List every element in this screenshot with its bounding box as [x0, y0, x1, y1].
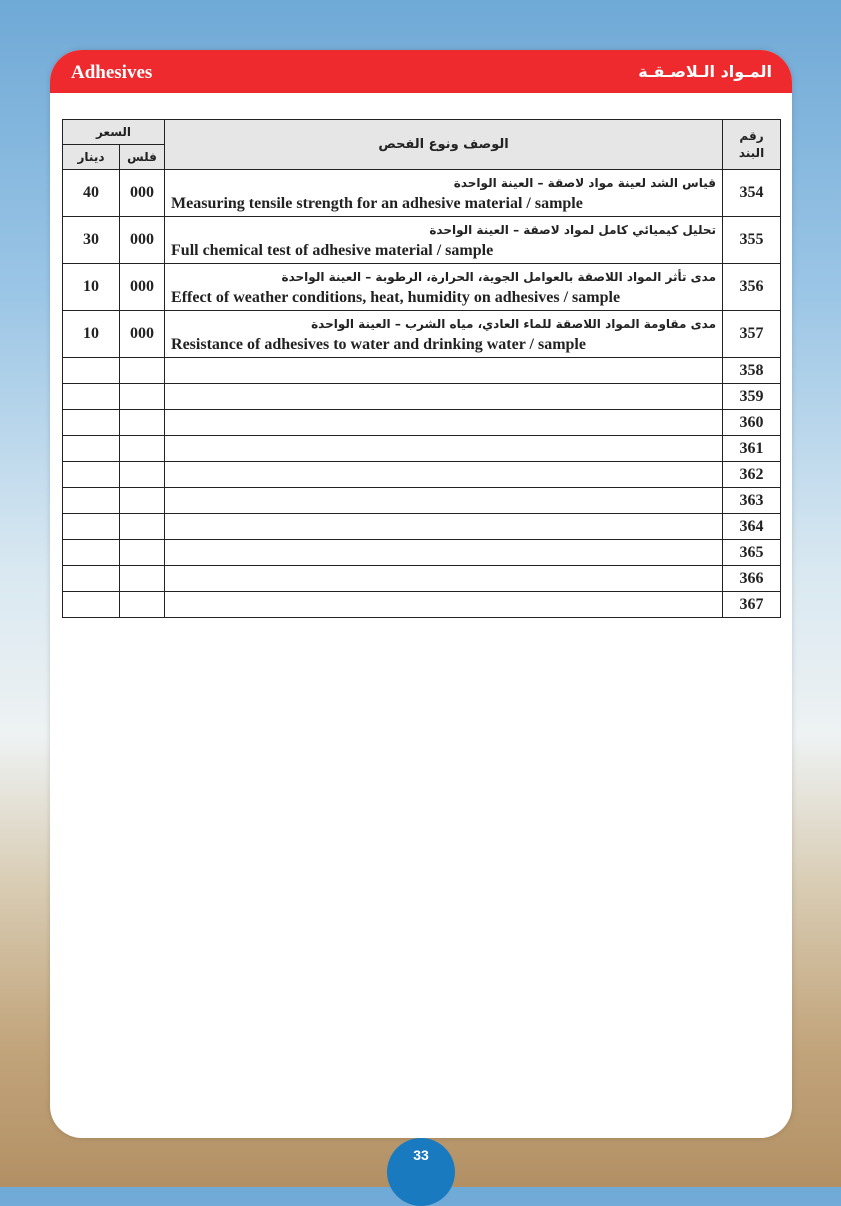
description-en: Effect of weather conditions, heat, humidity on adhesives / sample [171, 288, 621, 306]
description-en: Resistance of adhesives to water and drinking water / sample [171, 335, 586, 353]
table-row [63, 358, 781, 384]
item-number-cell: 364 [723, 514, 781, 540]
fils-cell [120, 540, 165, 566]
fils-cell [120, 410, 165, 436]
dinar-cell [63, 358, 120, 384]
fils-cell: 000 [120, 264, 165, 311]
table-body [63, 170, 781, 618]
description-cell [165, 384, 723, 410]
dinar-header: دينار [63, 145, 120, 170]
fils-cell [120, 358, 165, 384]
fils-cell: 000 [120, 311, 165, 358]
dinar-cell [63, 436, 120, 462]
table-row [63, 566, 781, 592]
description-en: Full chemical test of adhesive material / sample [171, 241, 494, 259]
price-table [62, 119, 781, 618]
fils-cell [120, 384, 165, 410]
dinar-cell [63, 592, 120, 618]
description-en: Measuring tensile strength for an adhesive material / sample [171, 194, 583, 212]
table-row [63, 540, 781, 566]
fils-cell [120, 514, 165, 540]
item-number-cell: 359 [723, 384, 781, 410]
table-row [63, 217, 781, 264]
dinar-cell [63, 488, 120, 514]
dinar-cell: 10 [63, 264, 120, 311]
description-cell [165, 358, 723, 384]
description-cell [165, 514, 723, 540]
item-number-cell: 360 [723, 410, 781, 436]
dinar-cell [63, 384, 120, 410]
description-cell [165, 170, 723, 217]
description-cell [165, 436, 723, 462]
table-row [63, 170, 781, 217]
dinar-cell [63, 514, 120, 540]
item-number-cell: 366 [723, 566, 781, 592]
price-header: السعر [63, 120, 165, 145]
description-cell [165, 217, 723, 264]
description-ar: مدى تأثر المواد اللاصقة بالعوامل الجوية، الحرارة، الرطوبة – العينة الواحدة [281, 269, 717, 284]
description-cell [165, 410, 723, 436]
section-title-ar: المـواد الـلاصـقـة [638, 62, 772, 81]
item-number-cell: 367 [723, 592, 781, 618]
page-number-badge [387, 1138, 455, 1206]
fils-cell [120, 566, 165, 592]
description-cell [165, 311, 723, 358]
dinar-cell [63, 410, 120, 436]
description-ar: مدى مقاومة المواد اللاصقة للماء العادي، مياه الشرب – العينة الواحدة [311, 316, 717, 331]
table-row [63, 410, 781, 436]
description-ar: قياس الشد لعينة مواد لاصقة – العينة الواحدة [453, 175, 717, 190]
fils-cell [120, 592, 165, 618]
fils-cell [120, 488, 165, 514]
table-row [63, 462, 781, 488]
item-number-cell: 363 [723, 488, 781, 514]
item-number-cell: 355 [723, 217, 781, 264]
description-ar: تحليل كيميائي كامل لمواد لاصقة – العينة الواحدة [429, 222, 717, 237]
table-row [63, 311, 781, 358]
dinar-cell: 30 [63, 217, 120, 264]
item-number-cell: 356 [723, 264, 781, 311]
item-number-cell: 365 [723, 540, 781, 566]
item-number-cell: 358 [723, 358, 781, 384]
description-cell [165, 488, 723, 514]
fils-cell [120, 436, 165, 462]
description-cell [165, 592, 723, 618]
dinar-cell [63, 566, 120, 592]
dinar-cell: 10 [63, 311, 120, 358]
table-row [63, 264, 781, 311]
section-header-bar [50, 50, 792, 93]
item-number-cell: 362 [723, 462, 781, 488]
dinar-cell [63, 462, 120, 488]
item-number-cell: 361 [723, 436, 781, 462]
description-cell [165, 540, 723, 566]
fils-cell: 000 [120, 217, 165, 264]
item-number-header: رقم البند [723, 120, 781, 170]
section-title-en: Adhesives [71, 62, 153, 83]
table-row [63, 384, 781, 410]
description-header: الوصف ونوع الفحص [165, 120, 723, 170]
dinar-cell [63, 540, 120, 566]
item-number-cell: 354 [723, 170, 781, 217]
fils-header: فلس [120, 145, 165, 170]
description-cell [165, 264, 723, 311]
table-row [63, 514, 781, 540]
fils-cell [120, 462, 165, 488]
item-number-cell: 357 [723, 311, 781, 358]
page-number: 33 [413, 1147, 429, 1163]
description-cell [165, 566, 723, 592]
description-cell [165, 462, 723, 488]
table-row [63, 436, 781, 462]
table-row [63, 592, 781, 618]
fils-cell: 000 [120, 170, 165, 217]
table-row [63, 488, 781, 514]
dinar-cell: 40 [63, 170, 120, 217]
